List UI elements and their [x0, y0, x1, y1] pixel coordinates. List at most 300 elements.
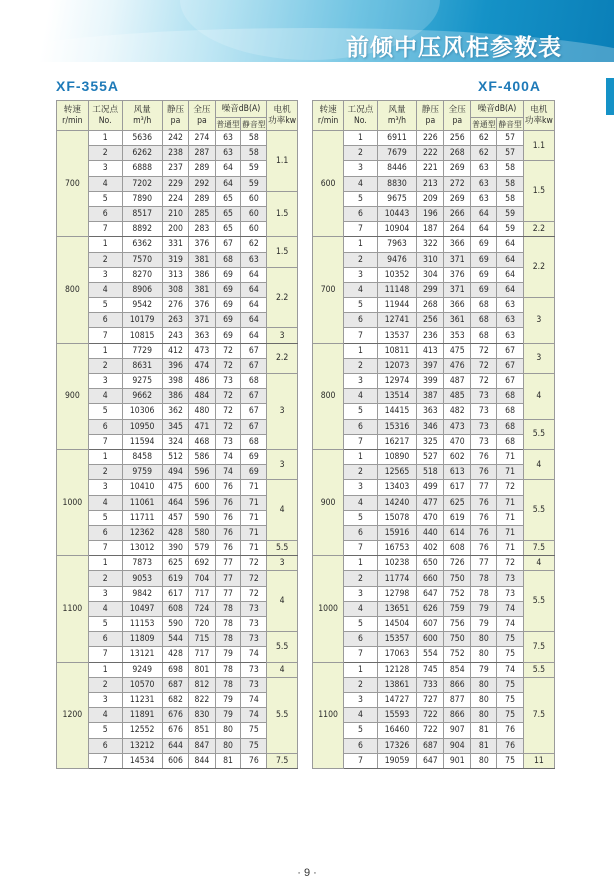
airflow-cell: 9249 — [122, 662, 162, 677]
static-pressure-cell: 221 — [417, 161, 444, 176]
point-cell: 1 — [344, 449, 377, 464]
noise-normal-cell: 76 — [471, 449, 497, 464]
noise-quiet-cell: 58 — [241, 131, 267, 146]
airflow-cell: 17326 — [377, 738, 417, 753]
noise-quiet-cell: 67 — [497, 343, 523, 358]
static-pressure-cell: 210 — [162, 206, 188, 221]
noise-normal-cell: 69 — [215, 282, 241, 297]
header-noise: 噪音dB(A) — [471, 101, 524, 118]
total-pressure-cell: 866 — [444, 677, 471, 692]
table-row — [57, 358, 298, 373]
table-row — [313, 541, 555, 556]
noise-quiet-cell: 71 — [241, 510, 267, 525]
speed-cell: 1000 — [57, 449, 89, 555]
noise-normal-cell: 74 — [215, 449, 241, 464]
header-static-pressure-unit: pa — [170, 115, 181, 126]
table-row — [313, 495, 555, 510]
noise-normal-cell: 72 — [215, 419, 241, 434]
point-cell: 4 — [88, 389, 122, 404]
total-pressure-cell: 608 — [444, 541, 471, 556]
noise-normal-cell: 80 — [215, 738, 241, 753]
noise-normal-cell: 76 — [471, 541, 497, 556]
airflow-cell: 8458 — [122, 449, 162, 464]
speed-cell: 600 — [313, 131, 344, 237]
static-pressure-cell: 676 — [162, 723, 188, 738]
airflow-cell: 8631 — [122, 358, 162, 373]
spec-table-left — [56, 100, 298, 769]
noise-normal-cell: 69 — [471, 237, 497, 252]
total-pressure-cell: 269 — [444, 161, 471, 176]
header-noise-quiet: 静音型 — [242, 119, 266, 129]
table-header — [313, 101, 555, 131]
header-motor-unit: 功率kw — [268, 115, 297, 126]
speed-cell: 1100 — [57, 556, 89, 662]
table-row — [313, 480, 555, 495]
airflow-cell: 8446 — [377, 161, 417, 176]
noise-quiet-cell: 57 — [497, 146, 523, 161]
point-cell: 4 — [88, 176, 122, 191]
airflow-cell: 10904 — [377, 222, 417, 237]
noise-normal-cell: 69 — [215, 313, 241, 328]
total-pressure-cell: 750 — [444, 571, 471, 586]
noise-quiet-cell: 72 — [497, 556, 523, 571]
motor-power-cell: 7.5 — [523, 677, 554, 753]
total-pressure-cell: 366 — [444, 237, 471, 252]
motor-power-cell: 3 — [267, 449, 298, 479]
airflow-cell: 8830 — [377, 176, 417, 191]
noise-normal-cell: 69 — [471, 267, 497, 282]
page-number: · 9 · — [297, 867, 317, 879]
airflow-cell: 12362 — [122, 525, 162, 540]
noise-normal-cell: 80 — [471, 677, 497, 692]
noise-quiet-cell: 64 — [241, 328, 267, 343]
point-cell: 3 — [344, 161, 377, 176]
noise-quiet-cell: 74 — [497, 617, 523, 632]
airflow-cell: 16460 — [377, 723, 417, 738]
static-pressure-cell: 200 — [162, 222, 188, 237]
header-total-pressure — [189, 101, 215, 131]
model-title-right: XF-400A — [478, 78, 542, 94]
header-point — [88, 101, 122, 131]
noise-normal-cell: 78 — [215, 677, 241, 692]
airflow-cell: 10410 — [122, 480, 162, 495]
airflow-cell: 7570 — [122, 252, 162, 267]
static-pressure-cell: 213 — [417, 176, 444, 191]
airflow-cell: 19059 — [377, 753, 417, 768]
noise-quiet-cell: 75 — [241, 738, 267, 753]
point-cell: 3 — [88, 586, 122, 601]
table-row — [57, 465, 298, 480]
point-cell: 2 — [344, 571, 377, 586]
total-pressure-cell: 289 — [189, 191, 215, 206]
noise-quiet-cell: 69 — [241, 465, 267, 480]
airflow-cell: 12073 — [377, 358, 417, 373]
airflow-cell: 7890 — [122, 191, 162, 206]
static-pressure-cell: 396 — [162, 358, 188, 373]
noise-normal-cell: 69 — [471, 282, 497, 297]
speed-cell: 900 — [313, 449, 344, 555]
point-cell: 5 — [88, 510, 122, 525]
header-point — [344, 101, 377, 131]
total-pressure-cell: 877 — [444, 692, 471, 707]
table-row — [57, 586, 298, 601]
point-cell: 2 — [344, 252, 377, 267]
noise-normal-cell: 80 — [471, 647, 497, 662]
table-row — [57, 222, 298, 237]
table-row — [57, 298, 298, 313]
static-pressure-cell: 226 — [417, 131, 444, 146]
total-pressure-cell: 376 — [189, 237, 215, 252]
noise-normal-cell: 78 — [215, 601, 241, 616]
table-row — [313, 206, 555, 221]
noise-normal-cell: 78 — [215, 662, 241, 677]
noise-quiet-cell: 67 — [241, 419, 267, 434]
point-cell: 1 — [344, 131, 377, 146]
table-row — [313, 343, 555, 358]
airflow-cell: 13212 — [122, 738, 162, 753]
noise-quiet-cell: 63 — [497, 298, 523, 313]
airflow-cell: 13651 — [377, 601, 417, 616]
noise-quiet-cell: 75 — [497, 632, 523, 647]
total-pressure-cell: 847 — [189, 738, 215, 753]
header-static-pressure-label: 静压 — [421, 104, 439, 115]
table-row — [57, 389, 298, 404]
total-pressure-cell: 287 — [189, 146, 215, 161]
noise-normal-cell: 72 — [215, 343, 241, 358]
noise-quiet-cell: 68 — [497, 419, 523, 434]
motor-power-cell: 7.5 — [267, 753, 298, 768]
point-cell: 3 — [88, 692, 122, 707]
table-row — [57, 191, 298, 206]
noise-quiet-cell: 60 — [241, 206, 267, 221]
point-cell: 6 — [344, 738, 377, 753]
point-cell: 4 — [88, 708, 122, 723]
table-row — [313, 176, 555, 191]
static-pressure-cell: 402 — [417, 541, 444, 556]
point-cell: 2 — [344, 146, 377, 161]
noise-quiet-cell: 71 — [497, 525, 523, 540]
table-row — [313, 586, 555, 601]
noise-quiet-cell: 63 — [497, 328, 523, 343]
noise-quiet-cell: 75 — [497, 677, 523, 692]
table-row — [313, 419, 555, 434]
static-pressure-cell: 362 — [162, 404, 188, 419]
noise-normal-cell: 63 — [215, 146, 241, 161]
speed-cell: 900 — [57, 343, 89, 449]
point-cell: 3 — [344, 267, 377, 282]
noise-quiet-cell: 64 — [497, 282, 523, 297]
table-row — [313, 647, 555, 662]
point-cell: 5 — [88, 723, 122, 738]
total-pressure-cell: 692 — [189, 556, 215, 571]
table-row — [57, 449, 298, 464]
point-cell: 7 — [88, 541, 122, 556]
airflow-cell: 10443 — [377, 206, 417, 221]
noise-quiet-cell: 63 — [241, 252, 267, 267]
airflow-cell: 12974 — [377, 374, 417, 389]
motor-power-cell: 2.2 — [523, 222, 554, 237]
table-row — [313, 708, 555, 723]
header-airflow-unit: m³/h — [133, 115, 152, 126]
header-airflow — [122, 101, 162, 131]
static-pressure-cell: 263 — [162, 313, 188, 328]
static-pressure-cell: 310 — [417, 252, 444, 267]
header-motor-label: 电机 — [273, 104, 291, 115]
total-pressure-cell: 292 — [189, 176, 215, 191]
total-pressure-cell: 614 — [444, 525, 471, 540]
noise-normal-cell: 73 — [471, 419, 497, 434]
static-pressure-cell: 322 — [417, 237, 444, 252]
static-pressure-cell: 346 — [417, 419, 444, 434]
total-pressure-cell: 269 — [444, 191, 471, 206]
static-pressure-cell: 647 — [417, 586, 444, 601]
noise-quiet-cell: 68 — [241, 374, 267, 389]
table-row — [313, 374, 555, 389]
static-pressure-cell: 698 — [162, 662, 188, 677]
noise-normal-cell: 64 — [215, 161, 241, 176]
static-pressure-cell: 399 — [417, 374, 444, 389]
noise-normal-cell: 79 — [471, 617, 497, 632]
airflow-cell: 9476 — [377, 252, 417, 267]
airflow-cell: 11891 — [122, 708, 162, 723]
total-pressure-cell: 487 — [444, 374, 471, 389]
noise-normal-cell: 80 — [471, 753, 497, 768]
noise-normal-cell: 72 — [215, 389, 241, 404]
point-cell: 4 — [344, 176, 377, 191]
static-pressure-cell: 527 — [417, 449, 444, 464]
motor-power-cell: 4 — [267, 480, 298, 541]
airflow-cell: 11944 — [377, 298, 417, 313]
point-cell: 6 — [344, 419, 377, 434]
static-pressure-cell: 299 — [417, 282, 444, 297]
total-pressure-cell: 473 — [189, 343, 215, 358]
point-cell: 6 — [88, 206, 122, 221]
motor-power-cell: 5.5 — [267, 541, 298, 556]
point-cell: 5 — [344, 191, 377, 206]
point-cell: 2 — [88, 571, 122, 586]
static-pressure-cell: 363 — [417, 404, 444, 419]
header-speed — [313, 101, 344, 131]
motor-power-cell: 7.5 — [523, 632, 554, 662]
noise-quiet-cell: 67 — [497, 374, 523, 389]
noise-normal-cell: 68 — [471, 328, 497, 343]
noise-quiet-cell: 75 — [497, 647, 523, 662]
airflow-cell: 13403 — [377, 480, 417, 495]
airflow-cell: 15593 — [377, 708, 417, 723]
total-pressure-cell: 484 — [189, 389, 215, 404]
airflow-cell: 14504 — [377, 617, 417, 632]
noise-normal-cell: 79 — [215, 708, 241, 723]
motor-power-cell: 5.5 — [523, 662, 554, 677]
static-pressure-cell: 256 — [417, 313, 444, 328]
table-row — [313, 389, 555, 404]
point-cell: 1 — [344, 237, 377, 252]
total-pressure-cell: 376 — [189, 298, 215, 313]
airflow-cell: 11774 — [377, 571, 417, 586]
total-pressure-cell: 720 — [189, 617, 215, 632]
total-pressure-cell: 586 — [189, 449, 215, 464]
static-pressure-cell: 324 — [162, 434, 188, 449]
point-cell: 2 — [88, 358, 122, 373]
point-cell: 6 — [88, 525, 122, 540]
noise-normal-cell: 73 — [215, 434, 241, 449]
noise-normal-cell: 79 — [471, 662, 497, 677]
noise-normal-cell: 72 — [215, 404, 241, 419]
motor-power-cell: 3 — [267, 556, 298, 571]
total-pressure-cell: 617 — [444, 480, 471, 495]
total-pressure-cell: 366 — [444, 298, 471, 313]
noise-normal-cell: 78 — [471, 586, 497, 601]
airflow-cell: 9842 — [122, 586, 162, 601]
noise-normal-cell: 76 — [215, 541, 241, 556]
total-pressure-cell: 371 — [189, 313, 215, 328]
point-cell: 5 — [344, 723, 377, 738]
static-pressure-cell: 413 — [417, 343, 444, 358]
airflow-cell: 13514 — [377, 389, 417, 404]
noise-quiet-cell: 60 — [241, 222, 267, 237]
static-pressure-cell: 325 — [417, 434, 444, 449]
noise-quiet-cell: 72 — [241, 556, 267, 571]
airflow-cell: 8906 — [122, 282, 162, 297]
table-row — [57, 525, 298, 540]
table-row — [57, 495, 298, 510]
noise-quiet-cell: 75 — [497, 692, 523, 707]
static-pressure-cell: 687 — [417, 738, 444, 753]
total-pressure-cell: 812 — [189, 677, 215, 692]
noise-normal-cell: 77 — [471, 556, 497, 571]
noise-quiet-cell: 72 — [241, 571, 267, 586]
noise-quiet-cell: 71 — [497, 465, 523, 480]
total-pressure-cell: 854 — [444, 662, 471, 677]
noise-normal-cell: 79 — [215, 647, 241, 662]
static-pressure-cell: 224 — [162, 191, 188, 206]
static-pressure-cell: 554 — [417, 647, 444, 662]
noise-normal-cell: 72 — [215, 358, 241, 373]
static-pressure-cell: 398 — [162, 374, 188, 389]
airflow-cell: 16217 — [377, 434, 417, 449]
total-pressure-cell: 482 — [444, 404, 471, 419]
noise-normal-cell: 69 — [215, 267, 241, 282]
motor-power-cell: 3 — [523, 343, 554, 373]
static-pressure-cell: 727 — [417, 692, 444, 707]
total-pressure-cell: 580 — [189, 525, 215, 540]
noise-quiet-cell: 60 — [241, 191, 267, 206]
total-pressure-cell: 724 — [189, 601, 215, 616]
point-cell: 7 — [344, 541, 377, 556]
table-row — [313, 449, 555, 464]
table-row — [313, 298, 555, 313]
noise-normal-cell: 69 — [215, 328, 241, 343]
motor-power-cell: 4 — [523, 449, 554, 479]
total-pressure-cell: 717 — [189, 647, 215, 662]
static-pressure-cell: 428 — [162, 647, 188, 662]
total-pressure-cell: 486 — [189, 374, 215, 389]
motor-power-cell: 5.5 — [267, 632, 298, 662]
static-pressure-cell: 499 — [417, 480, 444, 495]
static-pressure-cell: 440 — [417, 525, 444, 540]
noise-normal-cell: 67 — [215, 237, 241, 252]
point-cell: 1 — [88, 343, 122, 358]
total-pressure-cell: 590 — [189, 510, 215, 525]
airflow-cell: 11061 — [122, 495, 162, 510]
header-static-pressure-unit: pa — [425, 115, 436, 126]
static-pressure-cell: 625 — [162, 556, 188, 571]
header-total-pressure-unit: pa — [452, 115, 463, 126]
noise-normal-cell: 76 — [471, 525, 497, 540]
noise-normal-cell: 77 — [215, 571, 241, 586]
noise-normal-cell: 73 — [215, 374, 241, 389]
airflow-cell: 6262 — [122, 146, 162, 161]
noise-normal-cell: 63 — [471, 191, 497, 206]
static-pressure-cell: 544 — [162, 632, 188, 647]
total-pressure-cell: 264 — [444, 222, 471, 237]
table-row — [313, 556, 555, 571]
table-row — [313, 282, 555, 297]
static-pressure-cell: 745 — [417, 662, 444, 677]
airflow-cell: 11153 — [122, 617, 162, 632]
noise-normal-cell: 78 — [215, 617, 241, 632]
airflow-cell: 14534 — [122, 753, 162, 768]
airflow-cell: 15316 — [377, 419, 417, 434]
motor-power-cell: 4 — [523, 556, 554, 571]
noise-normal-cell: 63 — [471, 176, 497, 191]
airflow-cell: 15357 — [377, 632, 417, 647]
point-cell: 1 — [88, 449, 122, 464]
noise-quiet-cell: 75 — [497, 753, 523, 768]
airflow-cell: 10179 — [122, 313, 162, 328]
noise-quiet-cell: 64 — [241, 267, 267, 282]
noise-quiet-cell: 75 — [241, 723, 267, 738]
motor-power-cell: 1.1 — [523, 131, 554, 161]
total-pressure-cell: 907 — [444, 723, 471, 738]
point-cell: 7 — [88, 328, 122, 343]
total-pressure-cell: 272 — [444, 176, 471, 191]
total-pressure-cell: 470 — [444, 434, 471, 449]
total-pressure-cell: 750 — [444, 632, 471, 647]
noise-normal-cell: 76 — [471, 495, 497, 510]
airflow-cell: 14727 — [377, 692, 417, 707]
noise-normal-cell: 64 — [471, 222, 497, 237]
noise-normal-cell: 62 — [471, 146, 497, 161]
noise-quiet-cell: 76 — [241, 753, 267, 768]
airflow-cell: 10306 — [122, 404, 162, 419]
table-row — [313, 601, 555, 616]
point-cell: 3 — [344, 692, 377, 707]
table-row — [57, 176, 298, 191]
table-body — [57, 131, 298, 769]
noise-normal-cell: 80 — [471, 692, 497, 707]
airflow-cell: 10811 — [377, 343, 417, 358]
static-pressure-cell: 304 — [417, 267, 444, 282]
point-cell: 6 — [88, 419, 122, 434]
noise-quiet-cell: 58 — [497, 191, 523, 206]
header-airflow — [377, 101, 417, 131]
total-pressure-cell: 468 — [189, 434, 215, 449]
table-row — [57, 541, 298, 556]
header-point-label: 工况点 — [347, 104, 374, 115]
point-cell: 6 — [88, 738, 122, 753]
airflow-cell: 8270 — [122, 267, 162, 282]
static-pressure-cell: 494 — [162, 465, 188, 480]
airflow-cell: 7873 — [122, 556, 162, 571]
header-point-label: 工况点 — [92, 104, 119, 115]
noise-quiet-cell: 62 — [241, 237, 267, 252]
airflow-cell: 9542 — [122, 298, 162, 313]
header-noise-quiet: 静音型 — [498, 119, 522, 129]
table-row — [57, 753, 298, 768]
noise-quiet-cell: 71 — [241, 495, 267, 510]
point-cell: 3 — [88, 480, 122, 495]
